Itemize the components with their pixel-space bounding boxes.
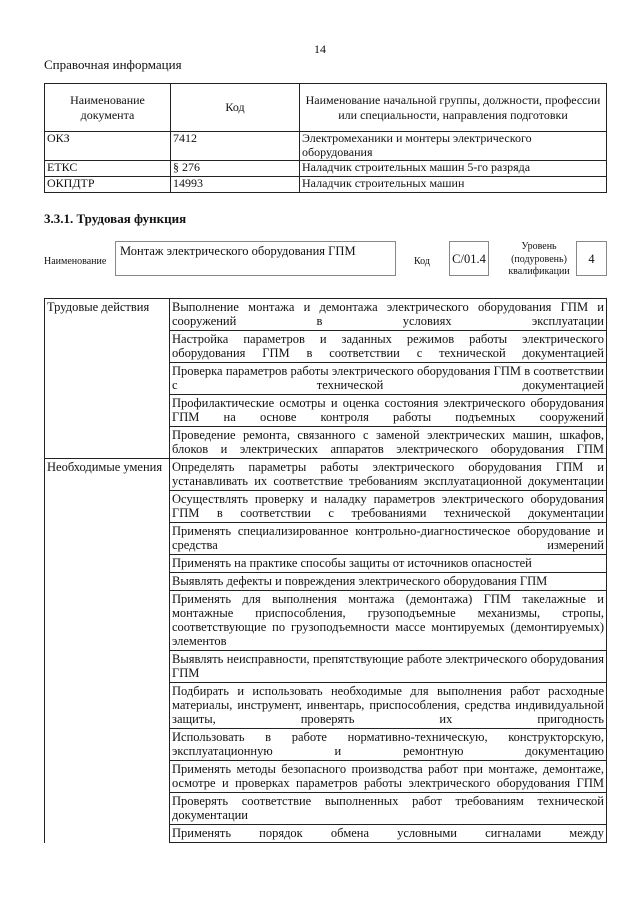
list-item: Проверять соответствие выполненных работ требованиям технической документации [170, 793, 607, 825]
header-group-name: Наименование начальной группы, должности, профессии или специальности, направления подготовки [300, 84, 607, 132]
list-item: Определять параметры работы электрического оборудования ГПМ и устанавливать их соответствие требованиям эксплуатационной документации [170, 459, 607, 491]
list-item: Настройка параметров и заданных режимов работы электрического оборудования ГПМ в соответствии с технической документацией [170, 331, 607, 363]
required-skills-label: Необходимые умения [45, 459, 170, 843]
list-item: Проверка параметров работы электрического оборудования ГПМ в соответствии с технической документацией [170, 363, 607, 395]
qualification-level-value: 4 [576, 241, 607, 276]
list-item: Применять на практике способы защиты от источников опасностей [170, 555, 607, 573]
list-item: Применять порядок обмена условными сигналами между [170, 825, 607, 843]
group-name-cell: Наладчик строительных машин [300, 176, 607, 192]
labor-function-table [44, 298, 607, 843]
list-item: Использовать в работе нормативно-техническую, конструкторскую, эксплуатационную и ремонтную документацию [170, 729, 607, 761]
list-item: Выявлять неисправности, препятствующие работе электрического оборудования ГПМ [170, 651, 607, 683]
document-name-cell: ОКПДТР [45, 176, 171, 192]
list-item: Профилактические осмотры и оценка состояния электрического оборудования ГПМ на основе контроля работы подъемных сооружений [170, 395, 607, 427]
list-item: Применять специализированное контрольно-диагностическое оборудование и средства измерений [170, 523, 607, 555]
header-document-name: Наименование документа [45, 84, 171, 132]
reference-table [44, 83, 607, 193]
code-cell: § 276 [171, 160, 300, 176]
reference-info-title: Справочная информация [44, 57, 182, 72]
table-row [45, 459, 607, 491]
labor-function-code: C/01.4 [449, 241, 489, 276]
code-cell: 14993 [171, 176, 300, 192]
labor-actions-label: Трудовые действия [45, 299, 170, 459]
page-number: 14 [314, 42, 326, 56]
document-name-cell: ОКЗ [45, 132, 171, 161]
code-cell: 7412 [171, 132, 300, 161]
group-name-cell: Наладчик строительных машин 5-го разряда [300, 160, 607, 176]
table-row [45, 160, 607, 176]
list-item: Выполнение монтажа и демонтажа электрического оборудования ГПМ и сооружений в условиях эксплуатации [170, 299, 607, 331]
labor-function-name: Монтаж электрического оборудования ГПМ [115, 241, 396, 276]
list-item: Осуществлять проверку и наладку параметров электрического оборудования ГПМ в соответствии с требованиями технической документации [170, 491, 607, 523]
document-name-cell: ЕТКС [45, 160, 171, 176]
header-code: Код [171, 84, 300, 132]
list-item: Применять для выполнения монтажа (демонтажа) ГПМ такелажные и монтажные приспособления, грузоподъемные механизмы, стропы, соответствующие по грузоподъемности массе монтируемых (демонтируемых) элементов [170, 591, 607, 651]
list-item: Проведение ремонта, связанного с заменой электрических машин, шкафов, блоков и электрических аппаратов электрического оборудования ГПМ [170, 427, 607, 459]
list-item: Применять методы безопасного производства работ при монтаже, демонтаже, осмотре и проверках параметров работы электрического оборудования ГПМ [170, 761, 607, 793]
reference-table-header [45, 84, 607, 132]
list-item: Подбирать и использовать необходимые для выполнения работ расходные материалы, инструмент, инвентарь, приспособления, средства индивидуальной защиты, проверять их пригодность [170, 683, 607, 729]
table-row [45, 299, 607, 331]
list-item: Выявлять дефекты и повреждения электрического оборудования ГПМ [170, 573, 607, 591]
code-label: Код [414, 256, 430, 267]
qualification-level-label: Уровень (подуровень) квалификации [508, 241, 570, 277]
group-name-cell: Электромеханики и монтеры электрического оборудования [300, 132, 607, 161]
table-row [45, 176, 607, 192]
name-label: Наименование [44, 256, 107, 267]
table-row [45, 132, 607, 161]
labor-function-heading: 3.3.1. Трудовая функция [44, 211, 187, 226]
